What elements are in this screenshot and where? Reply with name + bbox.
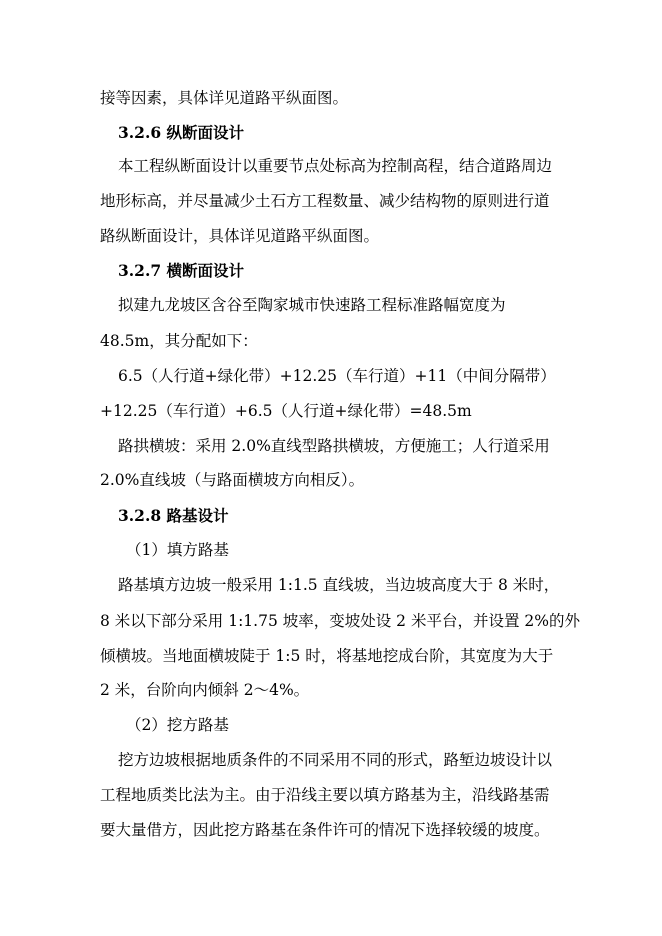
- paragraph-line: 拟建九龙坡区含谷至陶家城市快速路工程标准路幅宽度为: [118, 296, 506, 314]
- subsection-heading-fill: （1）填方路基: [126, 541, 229, 559]
- paragraph-line: 路纵断面设计，具体详见道路平纵面图。: [100, 227, 380, 245]
- paragraph-line: 地形标高，并尽量减少土石方工程数量、减少结构物的原则进行道: [100, 192, 550, 210]
- paragraph-line: 工程地质类比法为主。由于沿线主要以填方路基为主，沿线路基需: [100, 786, 550, 804]
- paragraph-line: 8 米以下部分采用 1:1.75 坡率，变坡处设 2 米平台，并设置 2%的外: [100, 612, 580, 630]
- paragraph-line: +12.25（车行道）+6.5（人行道+绿化带）=48.5m: [100, 402, 472, 420]
- paragraph-line: 路基填方边坡一般采用 1:1.5 直线坡，当边坡高度大于 8 米时，: [118, 576, 560, 594]
- subsection-heading-cut: （2）挖方路基: [126, 716, 229, 734]
- paragraph-line: 本工程纵断面设计以重要节点处标高为控制高程，结合道路周边: [118, 157, 553, 175]
- paragraph-line: 倾横坡。当地面横坡陡于 1:5 时，将基地挖成台阶，其宽度为大于: [100, 647, 554, 665]
- paragraph-line: 路拱横坡：采用 2.0%直线型路拱横坡，方便施工；人行道采用: [118, 437, 550, 455]
- paragraph-line: 接等因素，具体详见道路平纵面图。: [100, 89, 349, 107]
- section-heading-3-2-8: 3.2.8 路基设计: [118, 506, 229, 525]
- section-heading-3-2-7: 3.2.7 横断面设计: [118, 261, 245, 280]
- paragraph-line: 2.0%直线坡（与路面横坡方向相反）。: [100, 471, 365, 489]
- paragraph-line: 48.5m，其分配如下：: [100, 332, 258, 350]
- paragraph-line: 要大量借方，因此挖方路基在条件许可的情况下选择较缓的坡度。: [100, 821, 550, 839]
- section-heading-3-2-6: 3.2.6 纵断面设计: [118, 123, 245, 142]
- paragraph-line: 2 米，台阶向内倾斜 2～4%。: [100, 681, 310, 699]
- paragraph-line: 6.5（人行道+绿化带）+12.25（车行道）+11（中间分隔带）: [118, 367, 556, 385]
- paragraph-line: 挖方边坡根据地质条件的不同采用不同的形式，路堑边坡设计以: [118, 751, 553, 769]
